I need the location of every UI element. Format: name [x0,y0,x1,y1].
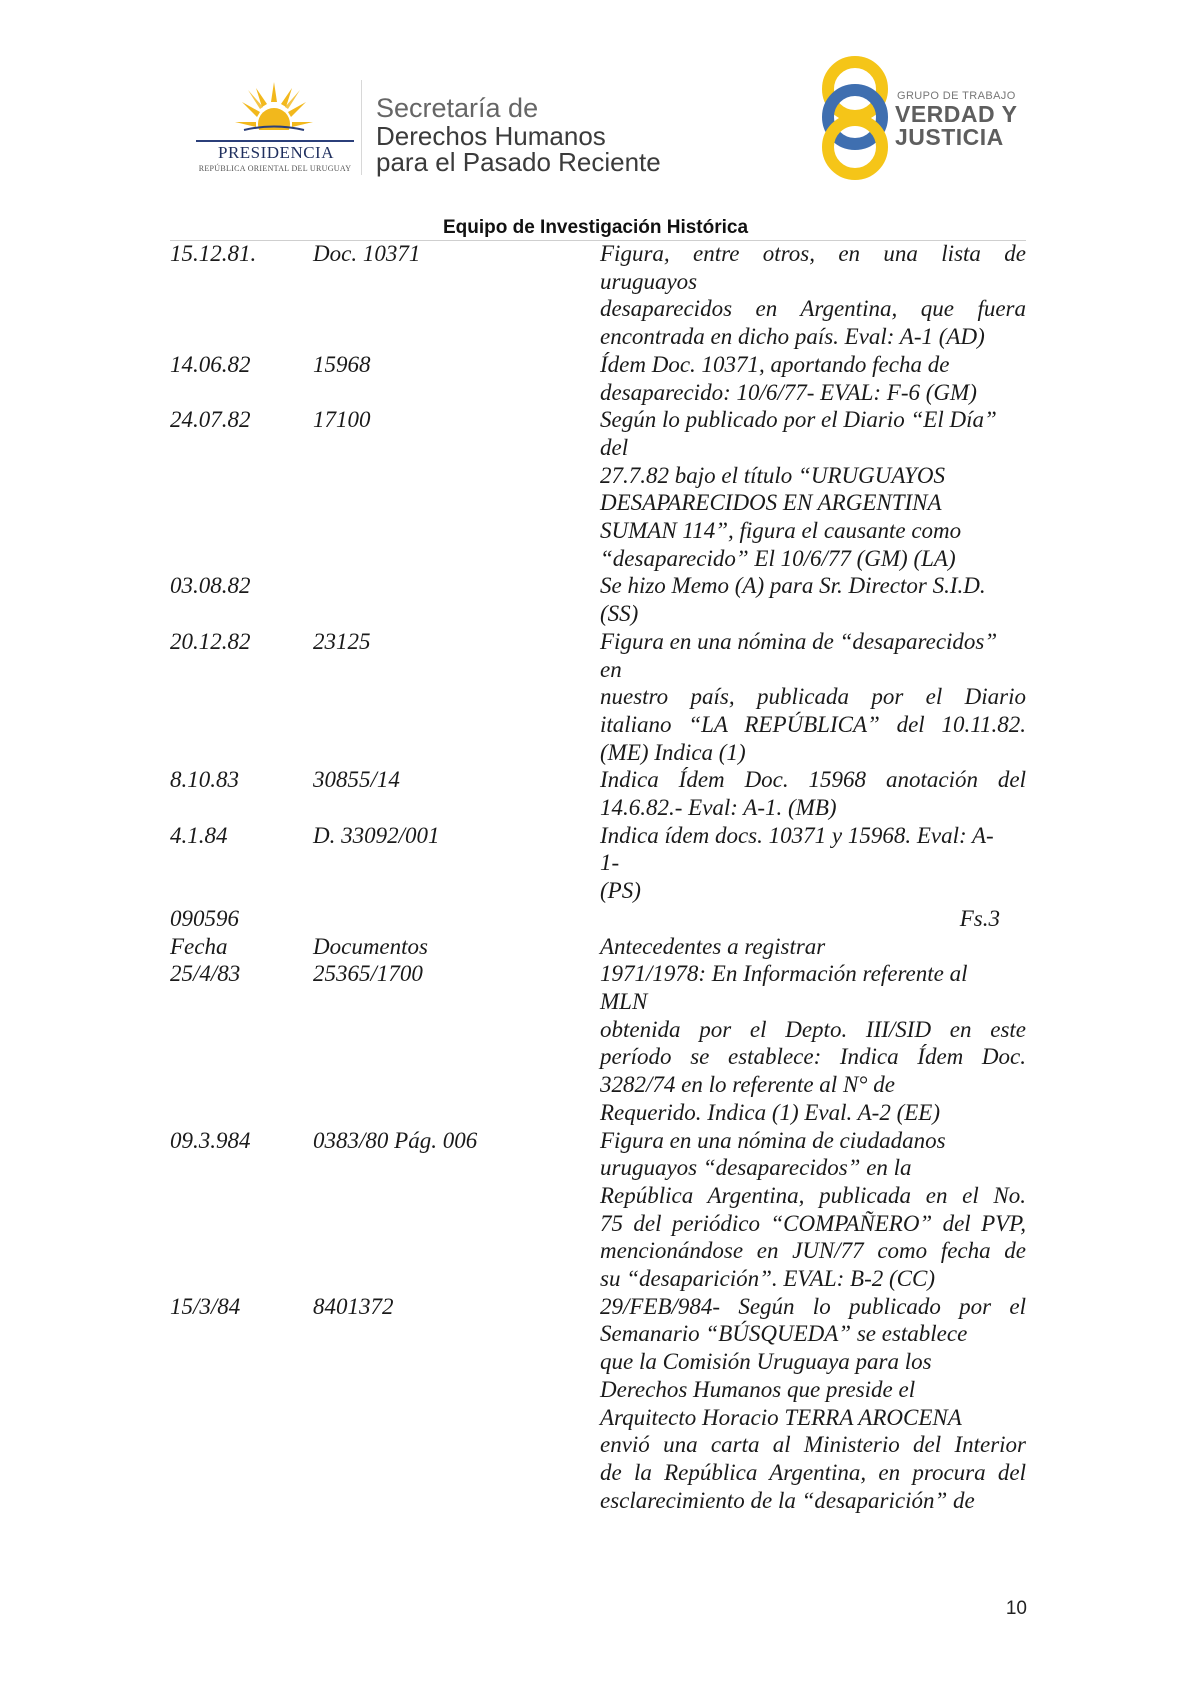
entry-description [600,905,1026,933]
entry-description-line: esclarecimiento de la “desaparición” de [600,1487,975,1513]
entry-description-line: Se hizo Memo (A) para Sr. Director S.I.D. [600,573,986,599]
entry-description [600,351,1026,406]
entry-description-line: 27.7.82 bajo el título “URUGUAYOS [600,462,946,488]
entry-date: 15.12.81. [170,241,257,266]
entry-description-line: 1- [600,850,620,876]
entry-date: 14.06.82 [170,351,251,377]
entry-description-line: Antecedentes a registrar [600,933,826,959]
entry-description-line: encontrada en dicho país. Eval: A-1 (AD) [600,324,985,350]
entry-description-line: desaparecido: 10/6/77- EVAL: F-6 (GM) [600,379,977,405]
entry-document: 17100 [313,407,371,433]
entry-description-line: obtenida por el Depto. III/SID en este [600,1016,1026,1042]
entry-date: 03.08.82 [170,573,251,599]
entry-description [600,406,1026,572]
secretaria-line-1: Secretaría de [376,93,539,123]
record-entry [170,240,1026,351]
entry-description [600,240,1026,351]
team-heading: Equipo de Investigación Histórica [442,217,749,238]
entry-date: 09.3.984 [170,1127,251,1153]
entry-description-line: DESAPARECIDOS EN ARGENTINA [600,490,942,516]
presidencia-divider [196,140,354,142]
entry-description-line: Ídem Doc. 10371, aportando fecha de [600,351,950,377]
entry-description-line: desaparecidos en Argentina, que fuera [600,296,1026,322]
entry-description-line: del [600,434,629,460]
entry-description-line: Semanario “BÚSQUEDA” se establece [600,1321,968,1347]
justicia-label: JUSTICIA [895,124,1004,150]
entry-description-line: su “desaparición”. EVAL: B-2 (CC) [600,1266,935,1292]
entry-document: 30855/14 [313,767,400,793]
record-entry [170,351,1026,406]
entry-description-line: Derechos Humanos que preside el [600,1376,916,1402]
entry-description-line: uruguayos [600,268,698,294]
entry-document: 15968 [313,351,371,377]
entry-description-line: en [600,656,622,682]
entry-description-line: (ME) Indica (1) [600,739,746,765]
record-entry [170,905,1026,933]
page-number: 10 [1005,1598,1027,1619]
entry-date: 20.12.82 [170,628,251,654]
entry-date: 8.10.83 [170,767,239,793]
verdad-label: VERDAD Y [895,101,1018,127]
entry-description-line: 14.6.82.- Eval: A-1. (MB) [600,795,837,821]
entry-description-line: Figura en una nómina de ciudadanos [600,1127,946,1153]
entry-description-line: de la República Argentina, en procura del [600,1459,1026,1485]
entry-description-line: Indica ídem docs. 10371 y 15968. Eval: A- [600,822,994,848]
entry-date: 15/3/84 [170,1293,241,1319]
entry-document [313,905,600,933]
entry-description-line: Figura en una nómina de “desaparecidos” [600,628,998,654]
entry-description-line: “desaparecido” El 10/6/77 (GM) (LA) [600,545,956,571]
entry-document: D. 33092/001 [313,822,440,848]
entry-description-line: nuestro país, publicada por el Diario [600,684,1026,710]
entry-date: 090596 [170,905,239,931]
entry-description [600,572,1026,627]
record-entry [170,1293,1026,1515]
verdad-justicia-rings-icon [818,55,892,181]
record-entry [170,822,1026,905]
entry-description [600,933,1026,961]
record-entries [170,240,1026,1514]
entry-description-line: que la Comisión Uruguaya para los [600,1349,932,1375]
record-entry [170,1127,1026,1293]
entry-date: Fecha [170,933,228,959]
entry-description-line: SUMAN 114”, figura el causante como [600,518,962,544]
entry-description [600,628,1026,767]
entry-description-line: mencionándose en JUN/77 como fecha de [600,1238,1026,1264]
entry-description-line: 3282/74 en lo referente al N° de [600,1072,895,1098]
entry-description-line: Figura, entre otros, en una lista de [600,241,1026,266]
entry-document: 23125 [313,628,371,654]
entry-description-line: Arquitecto Horacio TERRA AROCENA [600,1404,962,1430]
entry-description-line: Según lo publicado por el Diario “El Día” [600,407,997,433]
entry-description-line: 75 del periódico “COMPAÑERO” del PVP, [600,1210,1026,1236]
entry-description [600,1127,1026,1293]
entry-document: 0383/80 Pág. 006 [313,1127,478,1153]
entry-date: 24.07.82 [170,407,251,433]
presidencia-title: PRESIDENCIA [217,143,334,162]
entry-description-line: italiano “LA REPÚBLICA” del 10.11.82. [600,711,1026,737]
entry-description-line: (PS) [600,878,641,904]
entry-description-line: Indica Ídem Doc. 15968 anotación del [600,767,1026,793]
grupo-trabajo-label: GRUPO DE TRABAJO [897,90,1016,102]
entry-document: 25365/1700 [313,961,423,987]
record-entry [170,960,1026,1126]
entry-description-line: período se establece: Indica Ídem Doc. [600,1044,1026,1070]
secretaria-line-2: Derechos Humanos [376,121,606,151]
presidencia-sun-logo-icon [234,80,314,138]
entry-description [600,960,1026,1126]
entry-description-line: uruguayos “desaparecidos” en la [600,1155,912,1181]
entry-description [600,766,1026,821]
page-header [0,0,1191,215]
record-entry [170,572,1026,627]
entry-document: Documentos [313,933,428,959]
entry-description-line: envió una carta al Ministerio del Interior [600,1432,1026,1458]
entry-document: Doc. 10371 [313,241,421,266]
entry-date: 25/4/83 [170,961,241,987]
entry-description-line: Requerido. Indica (1) Eval. A-2 (EE) [600,1099,940,1125]
entry-description-line: Fs.3 [959,905,1000,931]
entry-description-line: (SS) [600,601,639,627]
entry-description-line: 29/FEB/984- Según lo publicado por el [600,1293,1026,1319]
record-entry [170,628,1026,767]
entry-document [313,572,600,627]
presidencia-subtitle: REPÚBLICA ORIENTAL DEL URUGUAY [198,164,352,173]
entry-date: 4.1.84 [170,822,228,848]
entry-description [600,1293,1026,1515]
record-entry [170,766,1026,821]
entry-description-line: República Argentina, publicada en el No. [600,1182,1026,1208]
logo-separator [361,80,362,175]
entry-description-line: MLN [600,988,648,1014]
record-entry [170,933,1026,961]
entry-document: 8401372 [313,1293,394,1319]
record-entry [170,406,1026,572]
secretaria-line-3: para el Pasado Reciente [376,147,661,177]
entry-description [600,822,1026,905]
entry-description-line: 1971/1978: En Información referente al [600,961,968,987]
